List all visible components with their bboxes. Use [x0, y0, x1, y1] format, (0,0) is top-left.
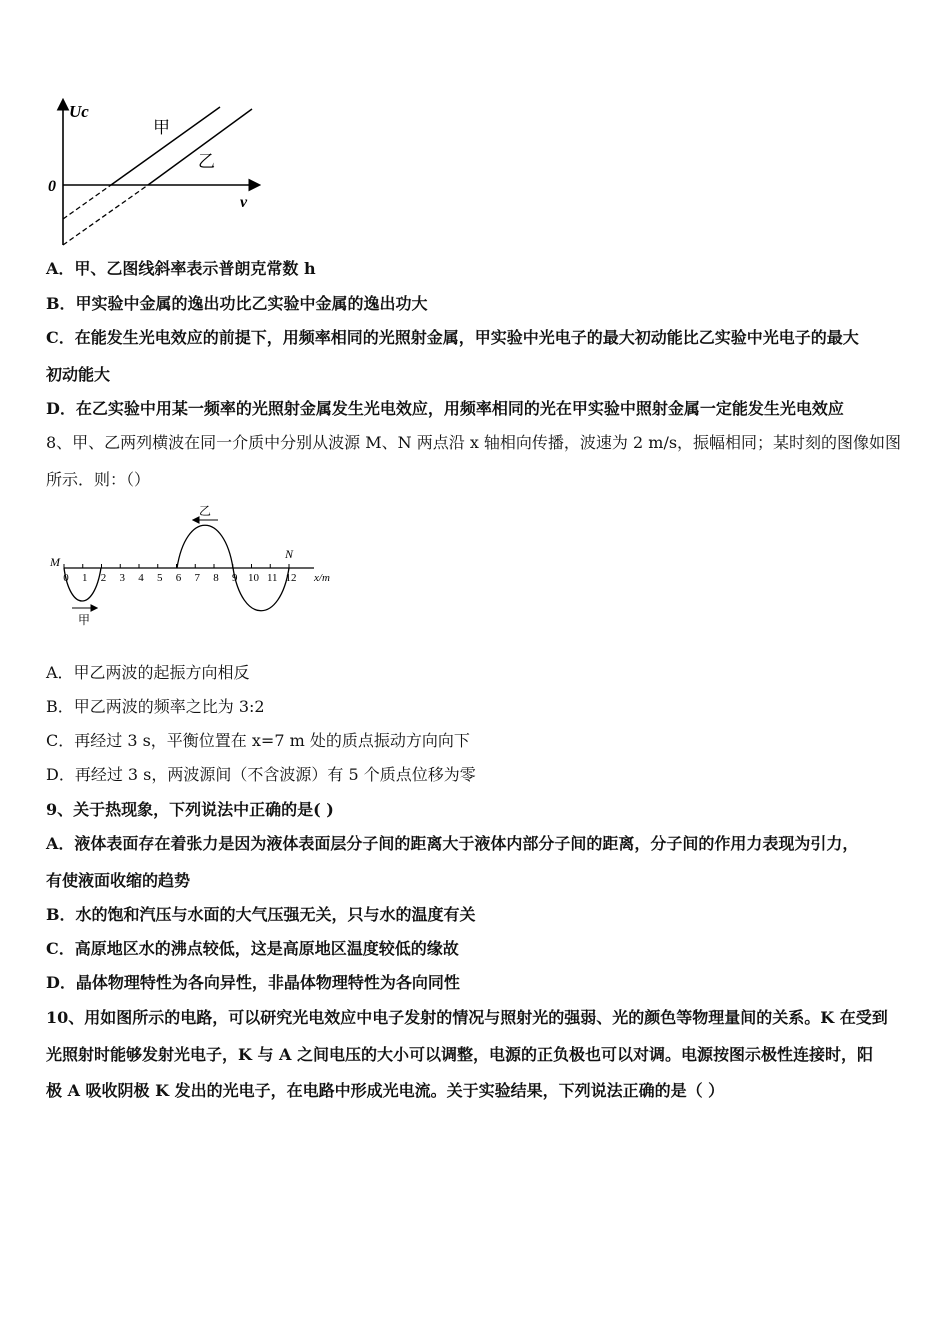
x-tick-label: 2 [100, 572, 107, 584]
x-tick-label: 9 [232, 572, 238, 584]
x-tick-label: 7 [194, 572, 200, 584]
x-tick-label: 3 [119, 572, 125, 584]
q8-option-b: B．甲乙两波的频率之比为 3:2 [46, 697, 265, 716]
q8-option-c: C．再经过 3 s，平衡位置在 x=7 m 处的质点振动方向向下 [46, 731, 470, 750]
line-b-dashed [63, 185, 148, 245]
wave-a-label: 甲 [78, 613, 91, 627]
q9-option-a-line2: 有使液面收缩的趋势 [46, 871, 191, 890]
line-a-dashed [63, 185, 111, 219]
x-tick-label: 0 [63, 572, 69, 584]
line-b-label: 乙 [198, 152, 215, 172]
wave-graph [44, 500, 344, 635]
q7-option-c-line1: C．在能发生光电效应的前提下，用频率相同的光照射金属，甲实验中光电子的最大初动能比乙实验中光电子的最大 [46, 328, 859, 347]
source-n-label: N [285, 547, 294, 561]
q8-stem-line2: 所示．则：（） [46, 470, 151, 489]
q7-option-d: D．在乙实验中用某一频率的光照射金属发生光电效应，用频率相同的光在甲实验中照射金属一定能发生光电效应 [46, 399, 844, 418]
y-axis-label: Uc [69, 102, 89, 121]
q8-stem-line1: 8、甲、乙两列横波在同一介质中分别从波源 M、N 两点沿 x 轴相向传播，波速为 2 m/s，振幅相同；某时刻的图像如图 [46, 433, 902, 452]
x-tick-label: 1 [82, 572, 88, 584]
q9-option-a-line1: A．液体表面存在着张力是因为液体表面层分子间的距离大于液体内部分子间的距离，分子间的作用力表现为引力， [46, 834, 859, 853]
x-tick-label: 8 [213, 572, 219, 584]
line-a-label: 甲 [153, 118, 170, 138]
q8-option-d: D．再经过 3 s，两波源间（不含波源）有 5 个质点位移为零 [46, 765, 476, 784]
origin-label: 0 [48, 178, 56, 195]
wave-b-label: 乙 [199, 504, 212, 518]
q9-option-c: C．高原地区水的沸点较低，这是高原地区温度较低的缘故 [46, 939, 459, 958]
x-tick-label: 5 [157, 572, 163, 584]
q10-stem-line2: 光照射时能够发射光电子，K 与 A 之间电压的大小可以调整，电源的正负极也可以对调。电源按图示极性连接时，阳 [46, 1045, 874, 1064]
x-tick-label: 12 [285, 572, 297, 584]
q9-option-d: D．晶体物理特性为各向异性，非晶体物理特性为各向同性 [46, 973, 460, 992]
q7-option-c-line2: 初动能大 [46, 365, 111, 384]
x-tick-label: 4 [138, 572, 144, 584]
source-m-label: M [50, 555, 60, 569]
q10-stem-line3: 极 A 吸收阴极 K 发出的光电子，在电路中形成光电流。关于实验结果，下列说法正确的是（ ） [46, 1081, 725, 1100]
q8-option-a: A．甲乙两波的起振方向相反 [46, 663, 250, 682]
q7-option-b: B．甲实验中金属的逸出功比乙实验中金属的逸出功大 [46, 294, 428, 313]
x-tick-label: 10 [248, 572, 259, 584]
uc-frequency-graph [40, 95, 270, 255]
x-tick-label: 11 [266, 572, 278, 584]
x-axis-label: v [240, 194, 248, 211]
q10-stem-line1: 10、用如图所示的电路，可以研究光电效应中电子发射的情况与照射光的强弱、光的颜色等物理量间的关系。K 在受到 [46, 1008, 888, 1027]
q7-option-a: A．甲、乙图线斜率表示普朗克常数 h [46, 259, 316, 278]
q9-option-b: B．水的饱和汽压与水面的大气压强无关，只与水的温度有关 [46, 905, 476, 924]
x-tick-label: 6 [175, 572, 182, 584]
q9-stem: 9、关于热现象，下列说法中正确的是( ) [46, 800, 334, 819]
axis-unit-label: x/m [314, 572, 330, 584]
